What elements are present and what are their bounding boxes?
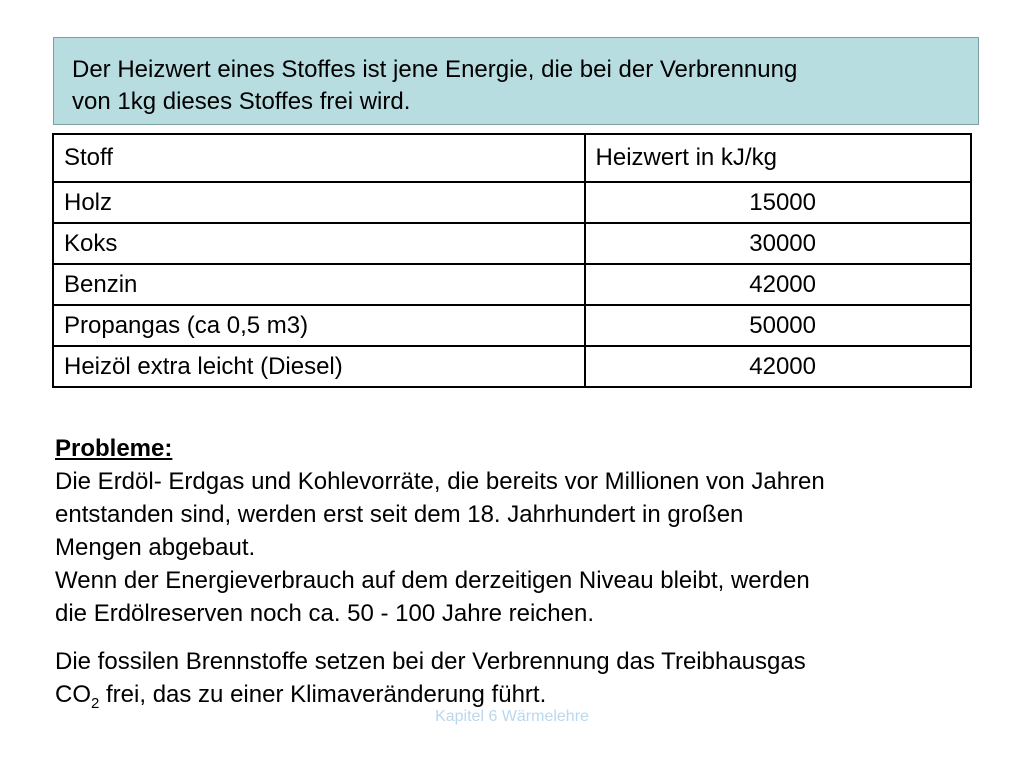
problems-line-2: entstanden sind, werden erst seit dem 18. Jahrhundert in großen [55,501,744,528]
problems-line-5: die Erdölreserven noch ca. 50 - 100 Jahre reichen. [55,600,594,627]
cell-heizwert: 50000 [585,305,971,346]
problems-line-4: Wenn der Energieverbrauch auf dem derzeitigen Niveau bleibt, werden [55,567,810,594]
problems-line-3: Mengen abgebaut. [55,534,256,561]
table-row [53,305,971,346]
table-row [53,223,971,264]
problems-line-7-rest: frei, das zu einer Klimaveränderung führt. [99,681,547,708]
cell-heizwert: 30000 [585,223,971,264]
cell-stoff: Holz [53,182,585,223]
cell-stoff: Heizöl extra leicht (Diesel) [53,346,585,387]
header-stoff: Stoff [53,134,585,182]
definition-line-1: Der Heizwert eines Stoffes ist jene Energie, die bei der Verbrennung [72,56,798,83]
cell-stoff: Koks [53,223,585,264]
problems-heading: Probleme: [55,435,173,462]
co2-subscript: 2 [91,695,100,712]
problems-line-7 [55,678,985,711]
cell-heizwert: 15000 [585,182,971,223]
heizwert-table [52,133,972,388]
cell-stoff: Propangas (ca 0,5 m3) [53,305,585,346]
table-header-row [53,134,971,182]
footer-chapter-label: Kapitel 6 Wärmelehre [435,708,589,725]
header-heizwert: Heizwert in kJ/kg [585,134,971,182]
cell-heizwert: 42000 [585,346,971,387]
table-row [53,346,971,387]
problems-line-6: Die fossilen Brennstoffe setzen bei der Verbrennung das Treibhausgas [55,648,806,675]
cell-heizwert: 42000 [585,264,971,305]
table-row [53,182,971,223]
co2-prefix: CO [55,681,91,708]
definition-box [53,37,979,125]
table-row [53,264,971,305]
definition-line-2: von 1kg dieses Stoffes frei wird. [72,88,411,115]
problems-section [55,432,985,711]
cell-stoff: Benzin [53,264,585,305]
problems-line-1: Die Erdöl- Erdgas und Kohlevorräte, die bereits vor Millionen von Jahren [55,468,825,495]
